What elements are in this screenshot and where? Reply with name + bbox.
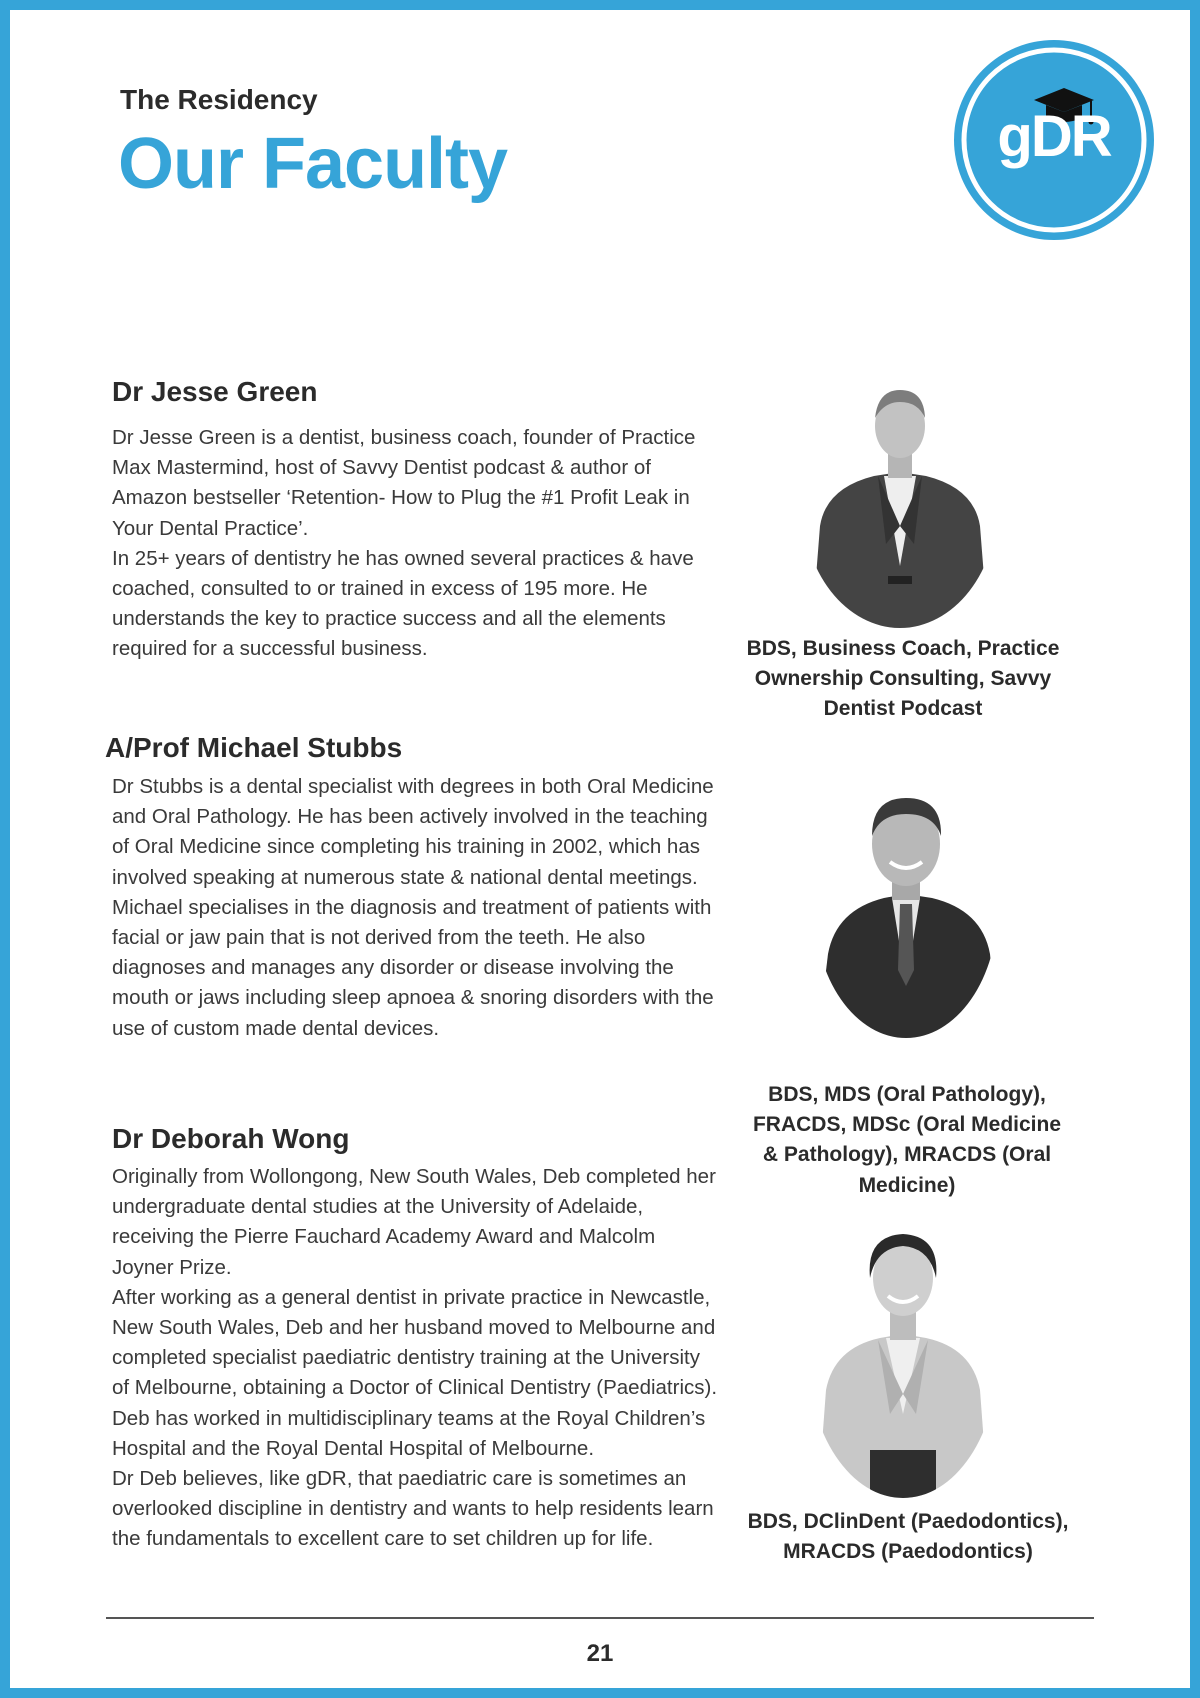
bio-paragraph: Dr Deb believes, like gDR, that paediatric care is sometimes an overlooked discipline in dentistry and wants to help residents learn the fundamentals to excellent care to set children up for life. <box>112 1467 714 1551</box>
faculty-bio-michael-stubbs <box>112 772 722 1044</box>
faculty-credentials-michael-stubbs: BDS, MDS (Oral Pathology), FRACDS, MDSc (Oral Medicine & Pathology), MRACDS (Oral Medicine) <box>752 1083 1062 1197</box>
faculty-photo-deborah-wong <box>808 1214 998 1498</box>
faculty-name-deborah-wong: Dr Deborah Wong <box>112 1123 350 1154</box>
bio-paragraph: Originally from Wollongong, New South Wales, Deb completed her undergraduate dental studies at the University of Adelaide, receiving the Pierre Fauchard Academy Award and Malcolm Joyner Prize. <box>112 1165 716 1279</box>
faculty-credentials-deborah-wong: BDS, DClinDent (Paedodontics), MRACDS (Paedodontics) <box>747 1510 1069 1564</box>
faculty-bio-jesse-green <box>112 423 722 665</box>
page-number: 21 <box>586 1640 614 1667</box>
page-title: Our Faculty <box>118 124 508 204</box>
faculty-bio-deborah-wong <box>112 1162 722 1555</box>
logo-text: gDR <box>997 104 1111 169</box>
bio-paragraph: After working as a general dentist in private practice in Newcastle, New South Wales, Deb and her husband moved to Melbourne and completed specialist paediatric dentistry training at the University of Melbourne, obtaining a Doctor of Clinical Dentistry (Paediatrics). Deb has worked in multidisciplinary teams at the Royal Children’s Hospital and the Royal Dental Hospital of Melbourne. <box>112 1285 718 1460</box>
section-eyebrow: The Residency <box>120 84 318 115</box>
faculty-photo-jesse-green <box>802 376 998 628</box>
bio-paragraph: Dr Jesse Green is a dentist, business coach, founder of Practice Max Mastermind, host of Savvy Dentist podcast & author of Amazon bestseller ‘Retention- How to Plug the #1 Profit Leak in Your Dental Practice’. <box>112 426 696 540</box>
bio-paragraph: Dr Stubbs is a dental specialist with degrees in both Oral Medicine and Oral Pathology. He has been actively involved in the teaching of Oral Medicine since completing his training in 2002, which has involved speaking at numerous state & national dental meetings. Michael specialises in the diagnosis and treatment of patients with facial or jaw pain that is not derived from the teeth. He also diagnoses and manages any disorder or disease involving the mouth or jaws including sleep apnoea & snoring disorders with the use of custom made dental devices. <box>112 775 714 1040</box>
faculty-photo-michael-stubbs <box>814 774 998 1038</box>
gdr-logo <box>952 38 1156 242</box>
faculty-name-jesse-green: Dr Jesse Green <box>112 376 318 407</box>
bio-paragraph: In 25+ years of dentistry he has owned several practices & have coached, consulted to or trained in excess of 195 more. He understands the key to practice success and all the elements required for a successful business. <box>112 546 694 661</box>
footer-divider <box>106 1617 1094 1619</box>
faculty-name-michael-stubbs: A/Prof Michael Stubbs <box>105 732 403 763</box>
faculty-credentials-jesse-green: BDS, Business Coach, Practice Ownership Consulting, Savvy Dentist Podcast <box>746 637 1060 721</box>
